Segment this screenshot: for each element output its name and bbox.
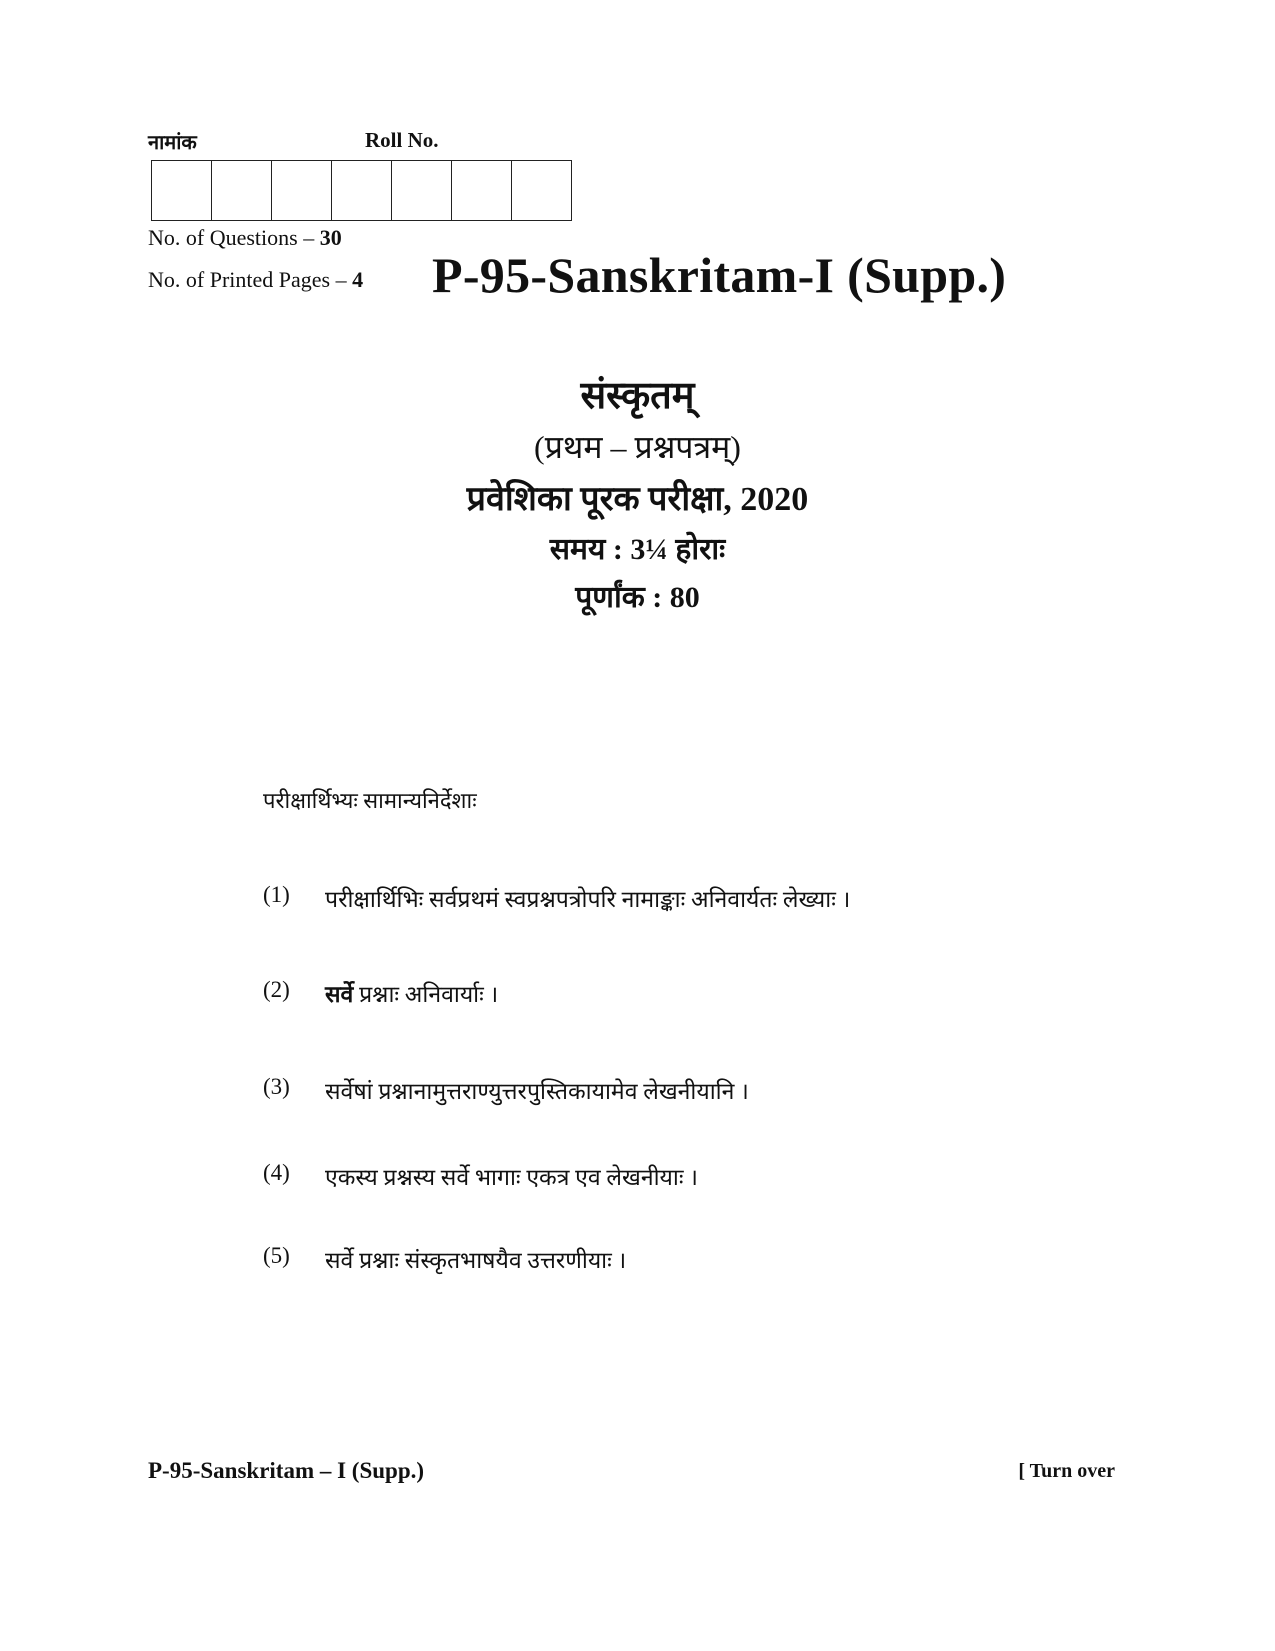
roll-number-label: Roll No. — [365, 128, 439, 152]
question-count-value: 30 — [319, 225, 342, 250]
subject-title: संस्कृतम् — [580, 375, 695, 417]
instruction-number: (1) — [263, 882, 290, 907]
instruction-number: (2) — [263, 977, 290, 1002]
instruction-number: (5) — [263, 1243, 290, 1268]
instruction-item — [263, 977, 498, 1009]
roll-number-box[interactable] — [332, 161, 392, 220]
page-count-label: No. of Printed Pages – — [148, 267, 353, 292]
instruction-item — [263, 1160, 698, 1192]
instruction-text — [325, 977, 498, 1009]
instruction-number: (3) — [263, 1074, 290, 1099]
question-count — [148, 225, 342, 251]
exam-name: प्रवेशिका पूरक परीक्षा, 2020 — [466, 481, 809, 518]
instruction-emphasis: सर्वे — [325, 982, 354, 1007]
roll-number-box[interactable] — [152, 161, 212, 220]
instructions-heading: परीक्षार्थिभ्यः सामान्यनिर्देशाः — [263, 788, 477, 813]
paper-number: (प्रथम – प्रश्नपत्रम्) — [534, 429, 741, 465]
roll-number-box[interactable] — [392, 161, 452, 220]
exam-duration: समय : 3¼ होराः — [549, 533, 726, 566]
instruction-text-rest: प्रश्नाः अनिवार्याः । — [353, 982, 499, 1007]
roll-number-label-hindi: नामांक — [148, 132, 197, 154]
instruction-item — [263, 882, 850, 914]
instruction-text: एकस्य प्रश्नस्य सर्वे भागाः एकत्र एव लेखनीयाः । — [325, 1165, 698, 1190]
roll-number-box[interactable] — [452, 161, 512, 220]
roll-number-box[interactable] — [512, 161, 572, 220]
instruction-text: सर्वेषां प्रश्नानामुत्तराण्युत्तरपुस्तिकायामेव लेखनीयानि । — [325, 1079, 749, 1104]
instruction-text: परीक्षार्थिभिः सर्वप्रथमं स्वप्रश्नपत्रोपरि नामाङ्काः अनिवार्यतः लेख्याः । — [325, 887, 851, 912]
page-count-value: 4 — [352, 267, 364, 292]
turn-over-note: [ Turn over — [1018, 1460, 1115, 1482]
instruction-number: (4) — [263, 1160, 290, 1185]
roll-number-box[interactable] — [212, 161, 272, 220]
page-count — [148, 267, 363, 293]
roll-number-boxes — [151, 160, 572, 221]
footer-paper-code: P-95-Sanskritam – I (Supp.) — [148, 1458, 425, 1483]
instruction-text: सर्वे प्रश्नाः संस्कृतभाषयैव उत्तरणीयाः । — [325, 1248, 627, 1273]
question-count-label: No. of Questions – — [148, 225, 320, 250]
instruction-item — [263, 1243, 626, 1275]
paper-code-title: P-95-Sanskritam-I (Supp.) — [432, 247, 1007, 303]
instruction-item — [263, 1074, 749, 1106]
max-marks: पूर्णांक : 80 — [575, 581, 700, 614]
roll-number-box[interactable] — [272, 161, 332, 220]
